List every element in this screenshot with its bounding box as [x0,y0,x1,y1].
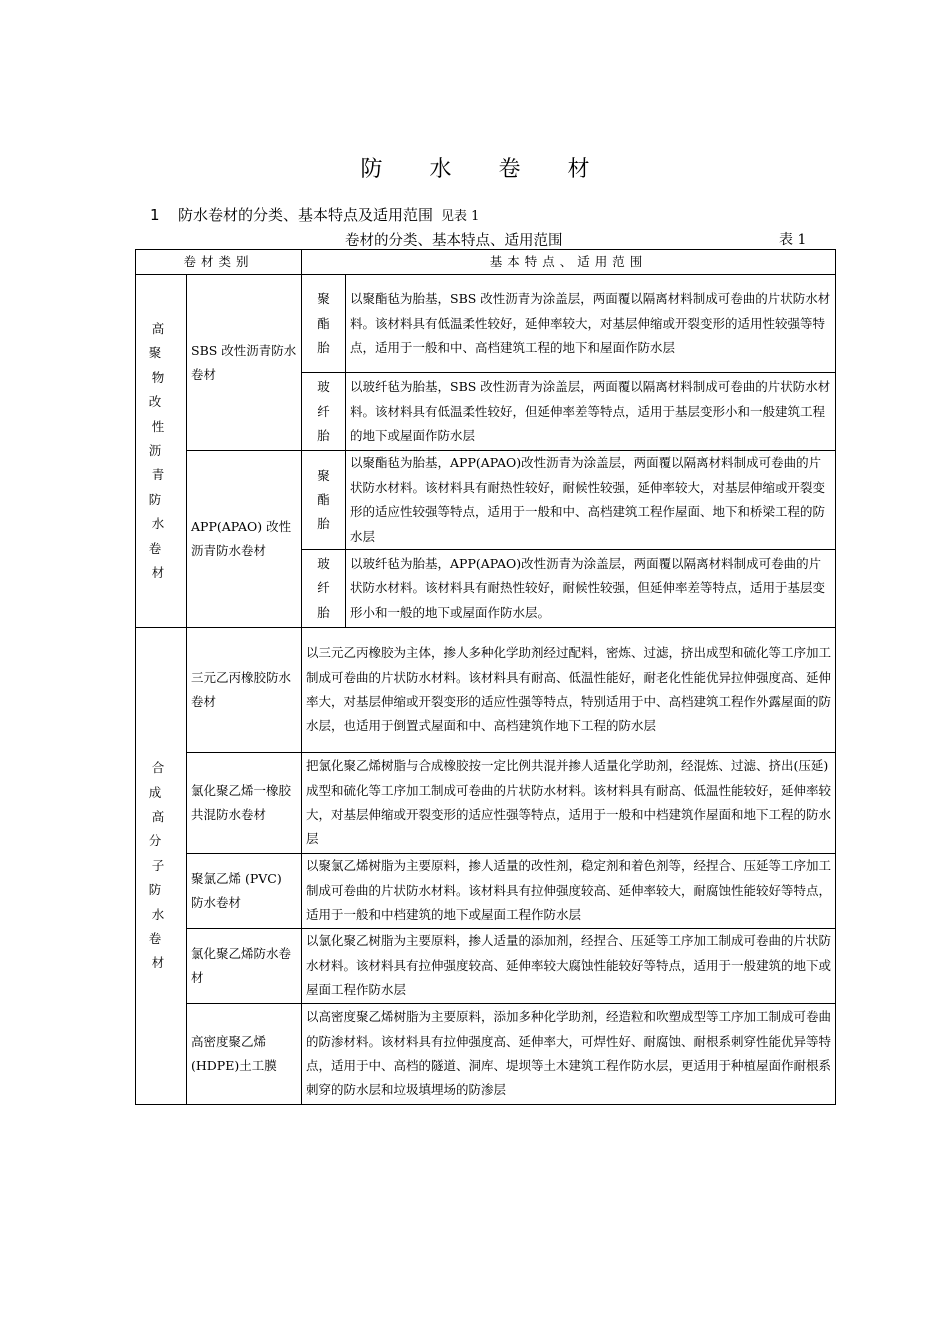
base-char: 胎 [317,604,330,620]
group-name-line: 子 防 [148,857,177,898]
group-name-line: 材 [151,955,177,971]
item-name-cpe-rubber: 氯化聚乙烯一橡胶共混防水卷材 [187,753,302,854]
table-header-row [136,250,836,275]
page-title: 防 水 卷 材 [360,157,610,182]
table-caption: 卷材的分类、基本特点、适用范围 [345,233,563,249]
header-features: 基本特点、适用范围 [302,250,836,275]
base-char: 胎 [317,516,330,532]
item-name-sbs: SBS 改性沥青防水卷材 [187,275,302,451]
description-cpe-rubber: 把氯化聚乙烯树脂与合成橡胶按一定比例共混并掺人适量化学助剂，经混炼、过滤、挤出(压延)成型和硫化等工序加工制成可卷曲的片状防水材料。该材料具有耐高、低温性能较好，延伸率较大，对基层伸缩或开裂变形的适应性强等特点，适用于一般和中档建筑作屋面和地下工程的防水层 [302,753,836,854]
section-number: 1 [150,206,160,224]
item-name-pvc: 聚氯乙烯 (PVC) 防水卷材 [187,854,302,929]
table-label: 表 1 [779,232,807,248]
item-name-hdpe: 高密度聚乙烯 (HDPE)土工膜 [187,1004,302,1105]
group-name-line: 材 [151,565,177,581]
group-name-line: 合 成 [148,760,177,800]
section-heading [150,204,479,225]
group-name-line: 水 卷 [148,906,177,947]
base-type-glassfiber [302,373,346,451]
group-name-line: 高 聚 [148,320,177,361]
group-name-line: 水 卷 [148,516,177,556]
base-char: 酯 [317,492,330,508]
description-sbs-polyester: 以聚酯毡为胎基，SBS 改性沥青为涂盖层，两面覆以隔离材料制成可卷曲的片状防水材料。该材料具有低温柔性较好，延伸率较大，对基层伸缩或开裂变形的适用性较强等特点，适用于一般和中、高档建筑工程的地下和屋面作防水层 [346,275,836,373]
base-char: 纤 [317,403,330,419]
table-row [136,1004,836,1105]
section-heading-text: 防水卷材的分类、基本特点及适用范围 [178,206,434,224]
base-char: 玻 [317,379,330,395]
group-name-synthetic-polymer [136,628,187,1105]
table-row [136,753,836,854]
table-row [136,451,836,550]
group-name-line: 青 防 [148,467,177,507]
base-type-polyester [302,275,346,373]
table-row [136,628,836,753]
base-char: 胎 [317,428,330,444]
base-char: 酯 [317,315,330,331]
description-app-glassfiber: 以玻纤毡为胎基，APP(APAO)改性沥青为涂盖层，两面覆以隔离材料制成可卷曲的片状防水材料。该材料具有耐热性较好，耐候性较强，但延伸率差等特点，适用于基层变形小和一般的地下或屋面作防水层。 [346,550,836,628]
description-app-polyester: 以聚酯毡为胎基，APP(APAO)改性沥青为涂盖层，两面覆以隔离材料制成可卷曲的片状防水材料。该材料具有耐热性较好，耐候性较强，延伸率较大，对基层伸缩或开裂变形的适应性较强等特点，适用于一般和中、高档建筑工程作屋面、地下和桥梁工程的防水层 [346,451,836,550]
header-category: 卷材类别 [136,250,302,275]
item-name-epdm: 三元乙丙橡胶防水卷材 [187,628,302,753]
base-char: 玻 [317,555,330,571]
description-sbs-glassfiber: 以玻纤毡为胎基，SBS 改性沥青为涂盖层，两面覆以隔离材料制成可卷曲的片状防水材料。该材料具有低温柔性较好，但延伸率差等特点，适用于基层变形小和一般建筑工程的地下或屋面作防水层 [346,373,836,451]
description-hdpe: 以高密度聚乙烯树脂为主要原料，添加多种化学助剂，经造粒和吹塑成型等工序加工制成可卷曲的防渗材料。该材料具有拉伸强度高、延伸率大，可焊性好、耐腐蚀、耐根系刺穿性能优异等特点，适用于中、高档的隧道、洞库、堤坝等土木建筑工程作防水层，更适用于种植屋面作耐根系刺穿的防水层和垃圾填埋场的防渗层 [302,1004,836,1105]
table-row [136,854,836,929]
base-char: 聚 [317,467,330,483]
group-name-line: 性 沥 [148,418,177,459]
group-name-line: 物 改 [148,369,177,410]
base-char: 聚 [317,291,330,307]
item-name-app-apao: APP(APAO) 改性沥青防水卷材 [187,451,302,628]
base-char: 胎 [317,340,330,356]
base-char: 纤 [317,580,330,596]
group-name-line: 高 分 [148,809,177,849]
waterproof-membrane-table [135,249,836,1105]
base-type-polyester [302,451,346,550]
item-name-cpe: 氯化聚乙烯防水卷材 [187,929,302,1004]
group-name-polymer-modified-bitumen [136,275,187,628]
base-type-glassfiber [302,550,346,628]
see-table-reference: 见表 1 [441,209,480,224]
table-row [136,275,836,373]
description-epdm: 以三元乙丙橡胶为主体，掺人多种化学助剂经过配料，密炼、过滤，挤出成型和硫化等工序加工制成可卷曲的片状防水材料。该材料具有耐高、低温性能好，耐老化性能优异拉伸强度高、延伸率大，对基层伸缩或开裂变形的适应性强等特点，特别适用于中、高档建筑工程作外露屋面的防水层，也适用于倒置式屋面和中、高档建筑作地下工程的防水层 [302,628,836,753]
description-cpe: 以氯化聚乙树脂为主要原料，掺人适量的添加剂，经捏合、压延等工序加工制成可卷曲的片状防水材料。该材料具有拉伸强度较高、延伸率较大腐蚀性能较好等特点，适用于一般建筑的地下或屋面工程作防水层 [302,929,836,1004]
table-row [136,929,836,1004]
description-pvc: 以聚氯乙烯树脂为主要原料，掺人适量的改性剂，稳定剂和着色剂等，经捏合、压延等工序加工制成可卷曲的片状防水材料。该材料具有拉伸强度较高、延伸率较大，耐腐蚀性能较好等特点，适用于一般和中档建筑的地下或屋面工程作防水层 [302,854,836,929]
